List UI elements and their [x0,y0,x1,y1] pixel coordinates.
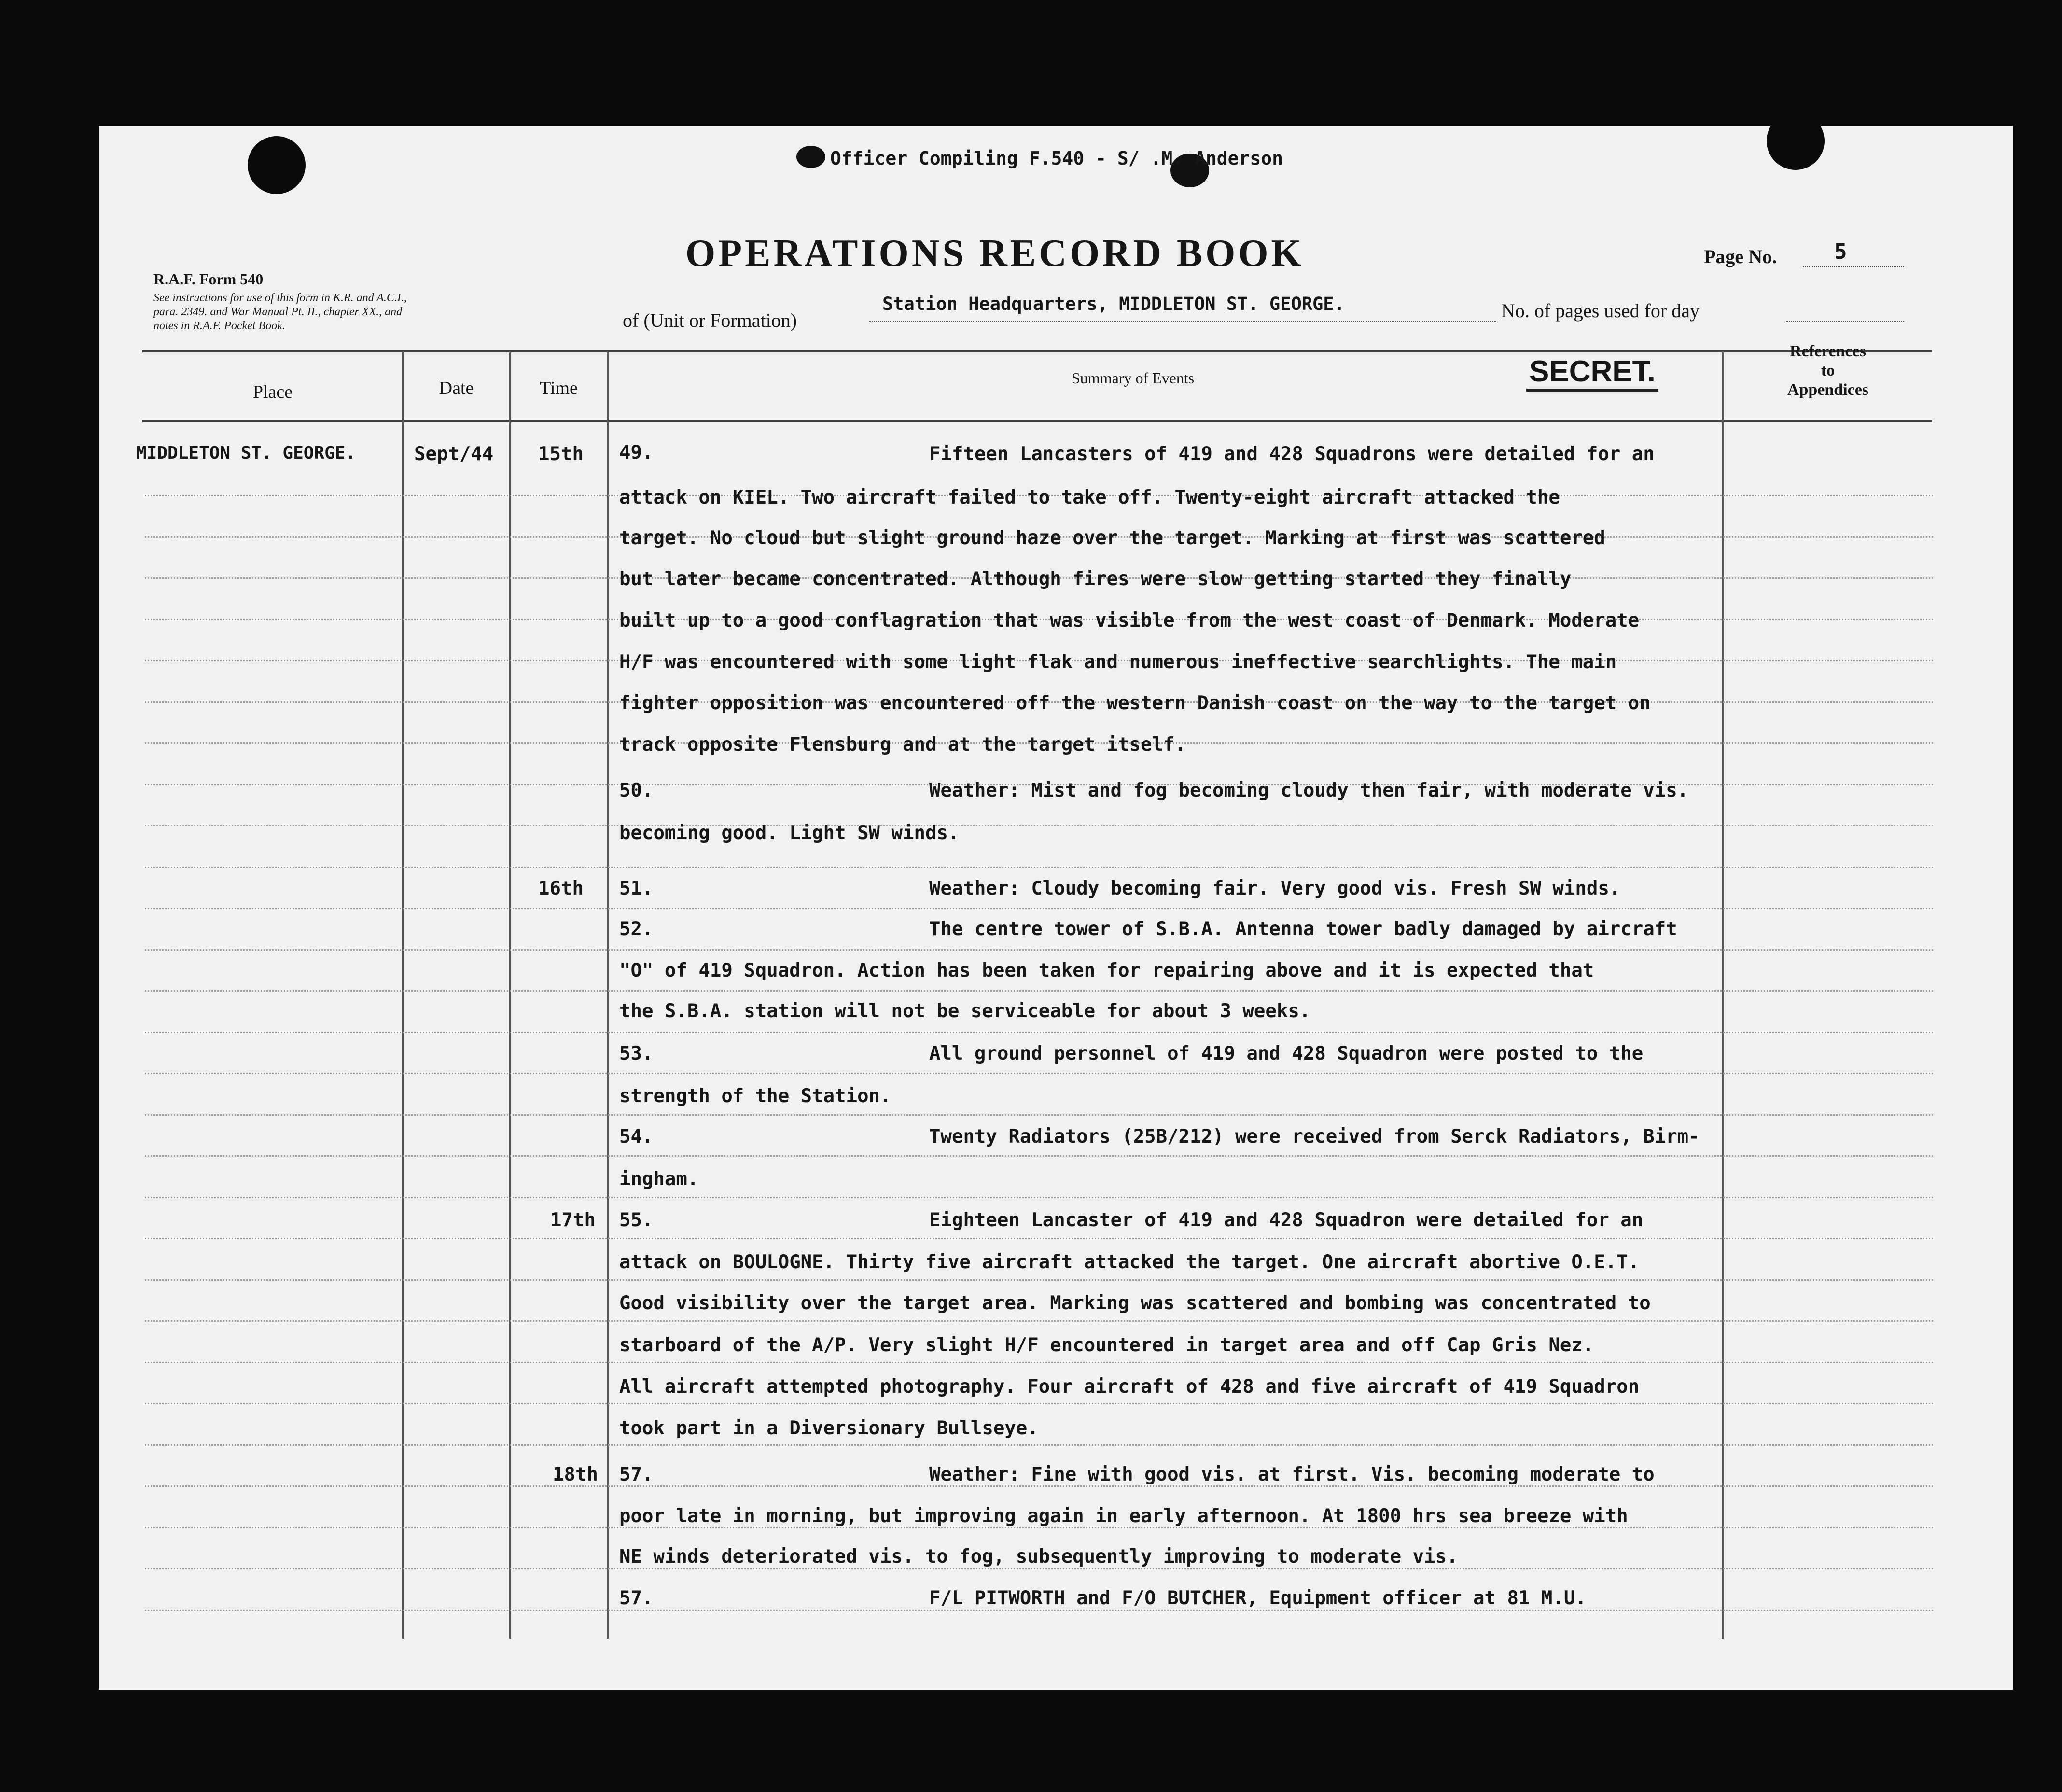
entry-line: took part in a Diversionary Bullseye. [619,1417,1039,1439]
column-header-date: Date [439,378,474,398]
row-rule [145,1527,1933,1528]
row-rule [145,1032,1933,1033]
row-rule [145,1114,1933,1116]
row-rule [145,1155,1933,1157]
entry-line: All ground personnel of 419 and 428 Squadron were posted to the [929,1043,1644,1064]
entry-line: becoming good. Light SW winds. [619,822,960,844]
entry-line: The centre tower of S.B.A. Antenna tower badly damaged by aircraft [929,918,1677,940]
compiler-note: Officer Compiling F.540 - S/ .M. Anderson [830,148,1283,169]
column-header-time: Time [540,378,578,398]
entry-number: 51. [619,878,654,899]
form-number: R.A.F. Form 540 [153,270,264,288]
page-number-label: Page No. [1704,246,1777,267]
page-title: OPERATIONS RECORD BOOK [685,232,1304,275]
row-rule [145,949,1933,951]
entry-number: 55. [619,1209,654,1231]
entry-line: Fifteen Lancasters of 419 and 428 Squadrons were detailed for an [929,443,1655,465]
entry-line: F/L PITWORTH and F/O BUTCHER, Equipment officer at 81 M.U. [929,1587,1587,1609]
row-rule [145,1444,1933,1446]
row-rule [145,1485,1933,1487]
record-sheet [99,126,2013,1690]
day-label: 17th [550,1209,596,1231]
entry-line: Twenty Radiators (25B/212) were received from Serck Radiators, Birm- [929,1126,1700,1148]
column-header-place: Place [252,382,293,402]
entry-line: track opposite Flensburg and at the target itself. [619,734,1186,756]
entry-line: poor late in morning, but improving again in early afternoon. At 1800 hrs sea breeze with [619,1505,1628,1527]
entry-line: strength of the Station. [619,1085,892,1107]
entry-line: starboard of the A/P. Very slight H/F encountered in target area and off Cap Gris Nez. [619,1334,1594,1356]
punch-hole-left [248,136,306,194]
ink-smudge [796,146,825,168]
column-header-summary: Summary of Events [1072,369,1195,387]
entry-number: 57. [619,1587,654,1609]
entry-line: target. No cloud but slight ground haze over the target. Marking at first was scattered [619,527,1605,549]
entry-line: attack on BOULOGNE. Thirty five aircraft attacked the target. One aircraft abortive O.E.T. [619,1251,1640,1273]
day-label: 15th [538,443,584,465]
entry-line: NE winds deteriorated vis. to fog, subsequently improving to moderate vis. [619,1546,1458,1568]
column-header-references [1724,342,1932,400]
references-line: Appendices [1787,381,1869,399]
row-rule [145,1362,1933,1363]
entry-number: 54. [619,1126,654,1148]
table-top-rule [142,350,1932,352]
references-line: References [1790,342,1866,360]
entry-number: 50. [619,780,654,801]
row-rule [145,825,1933,826]
entry-line: Weather: Mist and fog becoming cloudy then fair, with moderate vis. [929,780,1689,801]
entry-line: Good visibility over the target area. Marking was scattered and bombing was concentrated to [619,1292,1651,1314]
row-rule [145,990,1933,992]
row-rule [145,1568,1933,1569]
form-instructions [153,291,569,333]
secret-stamp: SECRET. [1526,354,1658,392]
row-rule [145,1238,1933,1239]
unit-label: of (Unit or Formation) [623,309,797,331]
entry-line: ingham. [619,1168,699,1190]
entry-line: Weather: Cloudy becoming fair. Very good vis. Fresh SW winds. [929,878,1621,899]
day-label: 18th [553,1464,598,1485]
instruction-line: See instructions for use of this form in K.R. and A.C.I., [153,292,407,304]
entry-line: Weather: Fine with good vis. at first. Vis. becoming moderate to [929,1464,1655,1485]
row-rule [145,908,1933,909]
unit-value: Station Headquarters, MIDDLETON ST. GEORGE. [882,294,1345,314]
page-number-underline [1803,266,1904,268]
row-rule [145,1073,1933,1074]
pages-used-label: No. of pages used for day [1501,300,1700,322]
row-rule [145,1403,1933,1404]
page-number: 5 [1834,239,1847,264]
entry-line: All aircraft attempted photography. Four aircraft of 428 and five aircraft of 419 Squadron [619,1376,1640,1398]
date-value: Sept/44 [414,443,494,465]
entry-number: 49. [619,442,654,463]
entry-number: 57. [619,1464,654,1485]
entry-number: 52. [619,918,654,940]
entry-line: fighter opposition was encountered off the western Danish coast on the way to the target on [619,692,1651,714]
day-label: 16th [538,878,584,899]
pages-used-underline [1786,321,1904,322]
row-rule [145,867,1933,868]
instruction-line: notes in R.A.F. Pocket Book. [153,320,285,332]
row-rule [145,1610,1933,1611]
row-rule [145,1279,1933,1281]
entry-line: Eighteen Lancaster of 419 and 428 Squadron were detailed for an [929,1209,1644,1231]
references-line: to [1821,362,1835,379]
unit-underline [869,321,1496,322]
row-rule [145,1320,1933,1322]
entry-line: the S.B.A. station will not be serviceable for about 3 weeks. [619,1000,1311,1022]
header-bottom-rule [142,420,1932,422]
entry-line: built up to a good conflagration that was visible from the west coast of Denmark. Moderate [619,610,1640,631]
entry-line: attack on KIEL. Two aircraft failed to take off. Twenty-eight aircraft attacked the [619,487,1560,508]
entry-line: "O" of 419 Squadron. Action has been taken for repairing above and it is expected that [619,960,1594,981]
place-value: MIDDLETON ST. GEORGE. [136,443,356,463]
punch-hole-right [1767,126,1825,170]
entry-number: 53. [619,1043,654,1064]
instruction-line: para. 2349. and War Manual Pt. II., chapter XX., and [153,306,403,318]
entry-line: but later became concentrated. Although fires were slow getting started they finally [619,568,1572,590]
row-rule [145,1197,1933,1198]
entry-line: H/F was encountered with some light flak and numerous ineffective searchlights. The main [619,651,1617,673]
